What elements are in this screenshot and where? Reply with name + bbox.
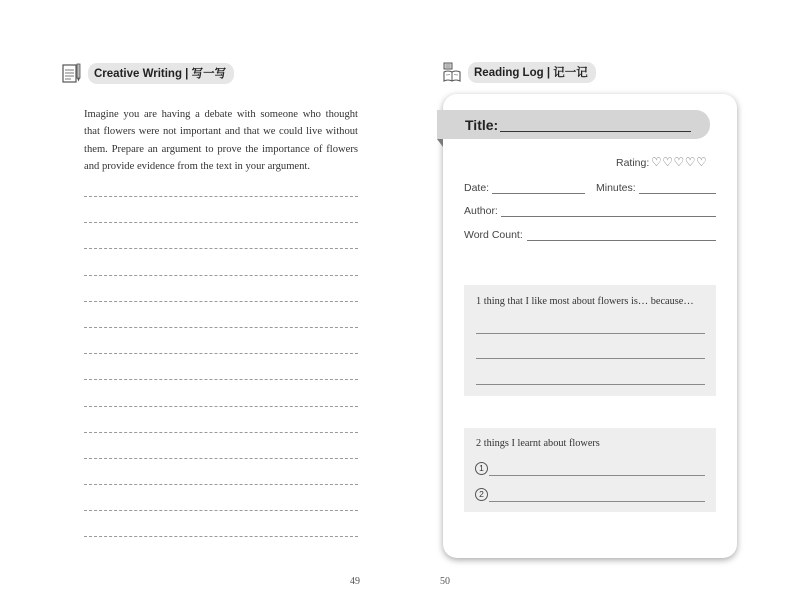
title-field[interactable] — [500, 131, 691, 132]
writing-line[interactable] — [84, 222, 358, 223]
writing-line[interactable] — [84, 458, 358, 459]
writing-line[interactable] — [84, 301, 358, 302]
creative-writing-header — [62, 62, 234, 84]
writing-line[interactable] — [84, 484, 358, 485]
writing-line[interactable] — [84, 275, 358, 276]
answer-line[interactable] — [476, 333, 705, 334]
rating-label: Rating: — [616, 157, 650, 169]
writing-line[interactable] — [84, 248, 358, 249]
title-label: Title: — [465, 117, 499, 133]
writing-line[interactable] — [84, 353, 358, 354]
circled-number-2: 2 — [475, 488, 488, 501]
minutes-field[interactable] — [639, 193, 716, 194]
page-number-right: 50 — [440, 576, 450, 587]
creative-writing-label: Creative Writing | 写一写 — [88, 63, 234, 84]
reading-log-header — [442, 61, 596, 83]
word-count-label: Word Count: — [464, 229, 523, 241]
rating-hearts-icon[interactable]: ♡♡♡♡♡ — [651, 155, 708, 169]
writing-line[interactable] — [84, 196, 358, 197]
answer-line[interactable] — [489, 501, 705, 502]
writing-line[interactable] — [84, 379, 358, 380]
open-book-icon — [442, 61, 462, 83]
date-field[interactable] — [492, 193, 585, 194]
notepad-pencil-icon — [62, 62, 82, 84]
learnt-prompt: 2 things I learnt about flowers — [476, 438, 600, 449]
banner-fold — [437, 139, 443, 147]
like-most-prompt: 1 thing that I like most about flowers is… because… — [476, 296, 694, 307]
writing-line[interactable] — [84, 432, 358, 433]
writing-line[interactable] — [84, 327, 358, 328]
author-field[interactable] — [501, 216, 716, 217]
writing-prompt: Imagine you are having a debate with someone who thought that flowers were not important and that we could live without them. Prepare an argument to prove the importance of flowers and provide evidence from the text in your argument. — [84, 109, 358, 172]
page-number-left: 49 — [350, 576, 360, 587]
writing-line[interactable] — [84, 510, 358, 511]
writing-line[interactable] — [84, 536, 358, 537]
circled-number-1: 1 — [475, 462, 488, 475]
date-label: Date: — [464, 182, 490, 194]
author-label: Author: — [464, 205, 498, 217]
writing-lines[interactable] — [84, 196, 358, 563]
writing-line[interactable] — [84, 406, 358, 407]
answer-line[interactable] — [476, 358, 705, 359]
word-count-field[interactable] — [527, 240, 716, 241]
answer-line[interactable] — [476, 384, 705, 385]
minutes-label: Minutes: — [596, 182, 636, 194]
answer-line[interactable] — [489, 475, 705, 476]
reading-log-label: Reading Log | 记一记 — [468, 62, 596, 83]
